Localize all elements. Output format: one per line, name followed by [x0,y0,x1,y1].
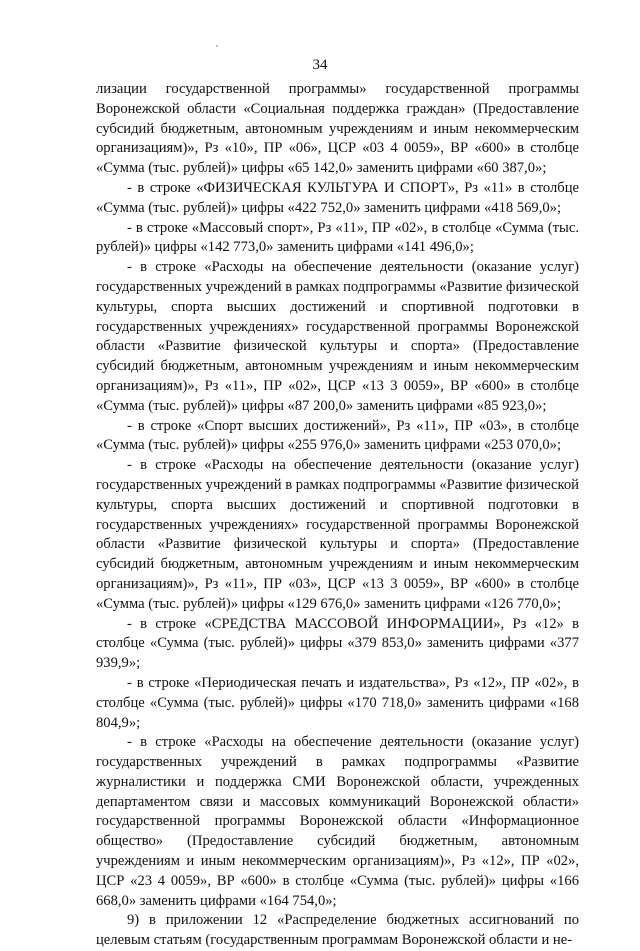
paragraph-appendix-12: 9) в приложении 12 «Распределение бюджетных ассигнований по целевым статьям (государственным программам Воронежской области и не- [96,912,579,949]
scan-speck [216,45,218,47]
paragraph-press-institutions: - в строке «Расходы на обеспечение деятельности (оказание услуг) государственных учреждений в рамках подпрограммы «Развитие журналистики и поддержка СМИ Воронежской области, учрежденных департаментом связи и массовых коммуникаций Воронежской области» государственной программы Воронежской области «Информационное общество» (Предоставление субсидий бюджетным, автономным учреждениям и иным некоммерческим организациям)», Рз «12», ПР «02», ЦСР «23 4 0059», ВР «600» в столбце «Сумма (тыс. рублей)» цифры «166 668,0» заменить цифрами «164 754,0»; [96,734,579,909]
paragraph-elite-sport-institutions: - в строке «Расходы на обеспечение деятельности (оказание услуг) государственных учреждений в рамках подпрограммы «Развитие физической культуры, спорта высших достижений и спортивной подготовки в государственных учреждениях» государственной программы Воронежской области «Развитие физической культуры и спорта» (Предоставление субсидий бюджетным, автономным учреждениям и иным некоммерческим организациям)», Рз «11», ПР «03», ЦСР «13 3 0059», ВР «600» в столбце «Сумма (тыс. рублей)» цифры «129 676,0» заменить цифрами «126 770,0»; [96,457,579,612]
paragraph-physical-culture: - в строке «ФИЗИЧЕСКАЯ КУЛЬТУРА И СПОРТ», Рз «11» в столбце «Сумма (тыс. рублей)» цифры «422 752,0» заменить цифрами «418 569,0»; [96,179,579,216]
paragraph-mass-media: - в строке «СРЕДСТВА МАССОВОЙ ИНФОРМАЦИИ», Рз «12» в столбце «Сумма (тыс. рублей)» цифры «379 853,0» заменить цифрами «377 939,9»; [96,615,579,672]
paragraph-periodical-press: - в строке «Периодическая печать и издательства», Рз «12», ПР «02», в столбце «Сумма (тыс. рублей)» цифры «170 718,0» заменить цифрами «168 804,9»; [96,674,579,731]
paragraph-continuation: лизации государственной программы» государственной программы Воронежской области «Социальная поддержка граждан» (Предоставление субсидий бюджетным, автономным учреждениям и иным некоммерческим организациям)», Рз «10», ПР «06», ЦСР «03 4 0059», ВР «600» в столбце «Сумма (тыс. рублей)» цифры «65 142,0» заменить цифрами «60 387,0»; [96,81,579,177]
paragraph-elite-sport: - в строке «Спорт высших достижений», Рз «11», ПР «03», в столбце «Сумма (тыс. рублей)» цифры «255 976,0» заменить цифрами «253 070,0»; [96,417,579,454]
document-body [96,80,579,951]
paragraph-mass-sport: - в строке «Массовый спорт», Рз «11», ПР «02», в столбце «Сумма (тыс. рублей)» цифры «142 773,0» заменить цифрами «141 496,0»; [96,219,579,256]
paragraph-mass-sport-institutions: - в строке «Расходы на обеспечение деятельности (оказание услуг) государственных учреждений в рамках подпрограммы «Развитие физической культуры, спорта высших достижений и спортивной подготовки в государственных учреждениях» государственной программы Воронежской области «Развитие физической культуры и спорта» (Предоставление субсидий бюджетным, автономным учреждениям и иным некоммерческим организациям)», Рз «11», ПР «02», ЦСР «13 3 0059», ВР «600» в столбце «Сумма (тыс. рублей)» цифры «87 200,0» заменить цифрами «85 923,0»; [96,259,579,414]
page-number: 34 [312,57,328,73]
